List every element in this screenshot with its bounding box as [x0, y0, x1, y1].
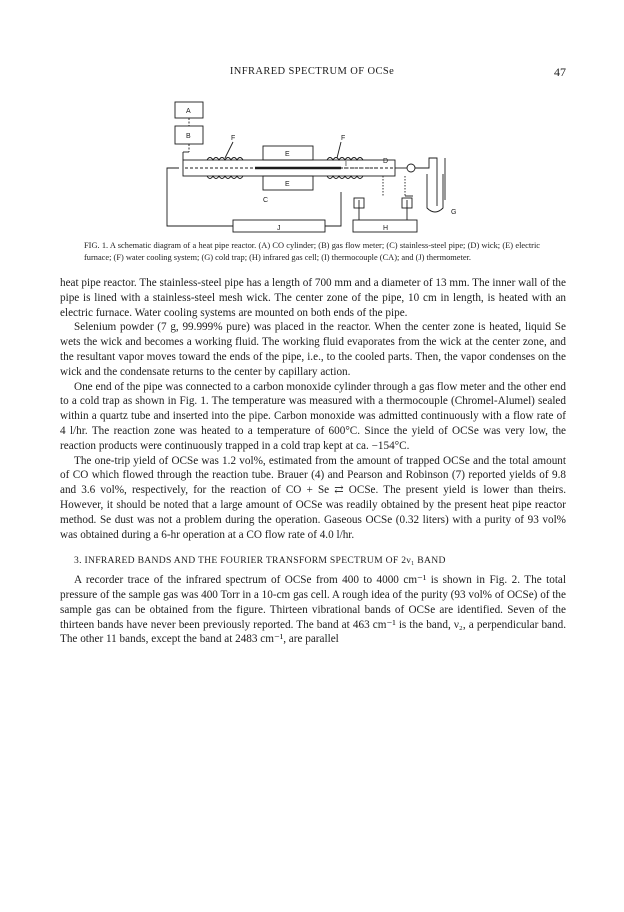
label-i: I [345, 161, 347, 168]
page-header [52, 66, 572, 82]
label-g: G [451, 209, 457, 216]
cold-trap [427, 174, 443, 212]
label-e-top: E [285, 151, 290, 158]
reactor-schematic [145, 96, 465, 236]
label-f-left: F [231, 135, 236, 142]
label-j: J [277, 225, 281, 232]
label-a: A [186, 108, 191, 115]
paragraph-4: The one-trip yield of OCSe was 1.2 vol%, estimated from the amount of trapped OCSe and the total amount of CO which flowed through the reaction tube. Brauer (4) and Pearson and Robinson (7) reported yields of 9.8 and 3.6 vol%, respectively, for the reaction of CO + Se ⇄ OCSe. The present yield is lower than theirs. However, it should be noted that a large amount of OCSe was readily obtained by the present heat pipe reactor method. Se dust was not a problem during the operation. Gaseous OCSe (0.32 liters) with a purity of 93 vol% was obtained during a 6-hr operation at a CO flow rate of 4.0 l/hr. [60, 454, 566, 541]
figure-caption: FIG. 1. A schematic diagram of a heat pipe reactor. (A) CO cylinder; (B) gas flow meter; (C) stainless-steel pipe; (D) wick; (E) electric furnace; (F) water cooling system; (G) cold trap; (H) infrared gas cell; (I) thermocouple (CA); and (J) thermometer. [84, 241, 540, 262]
heat-pipe-reactor-diagram [145, 96, 465, 236]
paragraph-5: A recorder trace of the infrared spectrum of OCSe from 400 to 4000 cm⁻¹ is shown in Fig. 2. The total pressure of the sample gas was 400 Torr in a 10-cm gas cell. A rough idea of the purity (93 vol% of OCSe) of the sample gas can be obtained from the figure. Thirteen vibrational bands of OCSe are identified. Seven of the thirteen bands have never been previously reported. The band at 463 cm⁻¹ is the band, ν₂, a perpendicular band. The other 11 bands, except the band at 2483 cm⁻¹, are parallel [60, 574, 566, 646]
water-cooling-right [327, 158, 363, 161]
valve [407, 164, 415, 172]
paragraph-3: One end of the pipe was connected to a carbon monoxide cylinder through a gas flow meter and the other end to a cold trap as shown in Fig. 1. The temperature was measured with a thermocouple (Chromel-Alumel) sealed within a quartz tube and inserted into the pipe. Carbon monoxide was admitted continuously with a flow rate of 4 l/hr. The reaction zone was heated to a temperature of 600°C. Since the yield of OCSe was very low, the reaction products were continuously trapped in a cold trap kept at ca. −154°C. [60, 380, 566, 452]
section-heading: 3. INFRARED BANDS AND THE FOURIER TRANSFORM SPECTRUM OF 2ν₁ BAND [74, 555, 446, 567]
label-f-right: F [341, 135, 346, 142]
label-c: C [263, 197, 269, 204]
label-d: D [383, 158, 389, 165]
body-text [60, 276, 566, 647]
label-b: B [186, 133, 191, 140]
paragraph-2: Selenium powder (7 g, 99.999% pure) was placed in the reactor. When the center zone is heated, liquid Se wets the wick and becomes a working fluid. The working fluid evaporates from the wick at the center zone, and the resultant vapor moves toward the ends of the pipe, i.e., to the cooled parts. Then, the vapor condenses on the wick and the condensate returns to the center by capillary action. [60, 321, 566, 378]
label-h: H [383, 225, 389, 232]
paragraph-1: heat pipe reactor. The stainless-steel pipe has a length of 700 mm and a diameter of 13 mm. The inner wall of the pipe is lined with a stainless-steel mesh wick. The center zone of the pipe, 10 cm in length, is heated with an electric furnace. Water cooling systems are mounted on both ends of the pipe. [60, 277, 566, 319]
label-e-bottom: E [285, 181, 290, 188]
running-title: INFRARED SPECTRUM OF OCSe [229, 66, 395, 77]
page-number: 47 [554, 65, 566, 79]
